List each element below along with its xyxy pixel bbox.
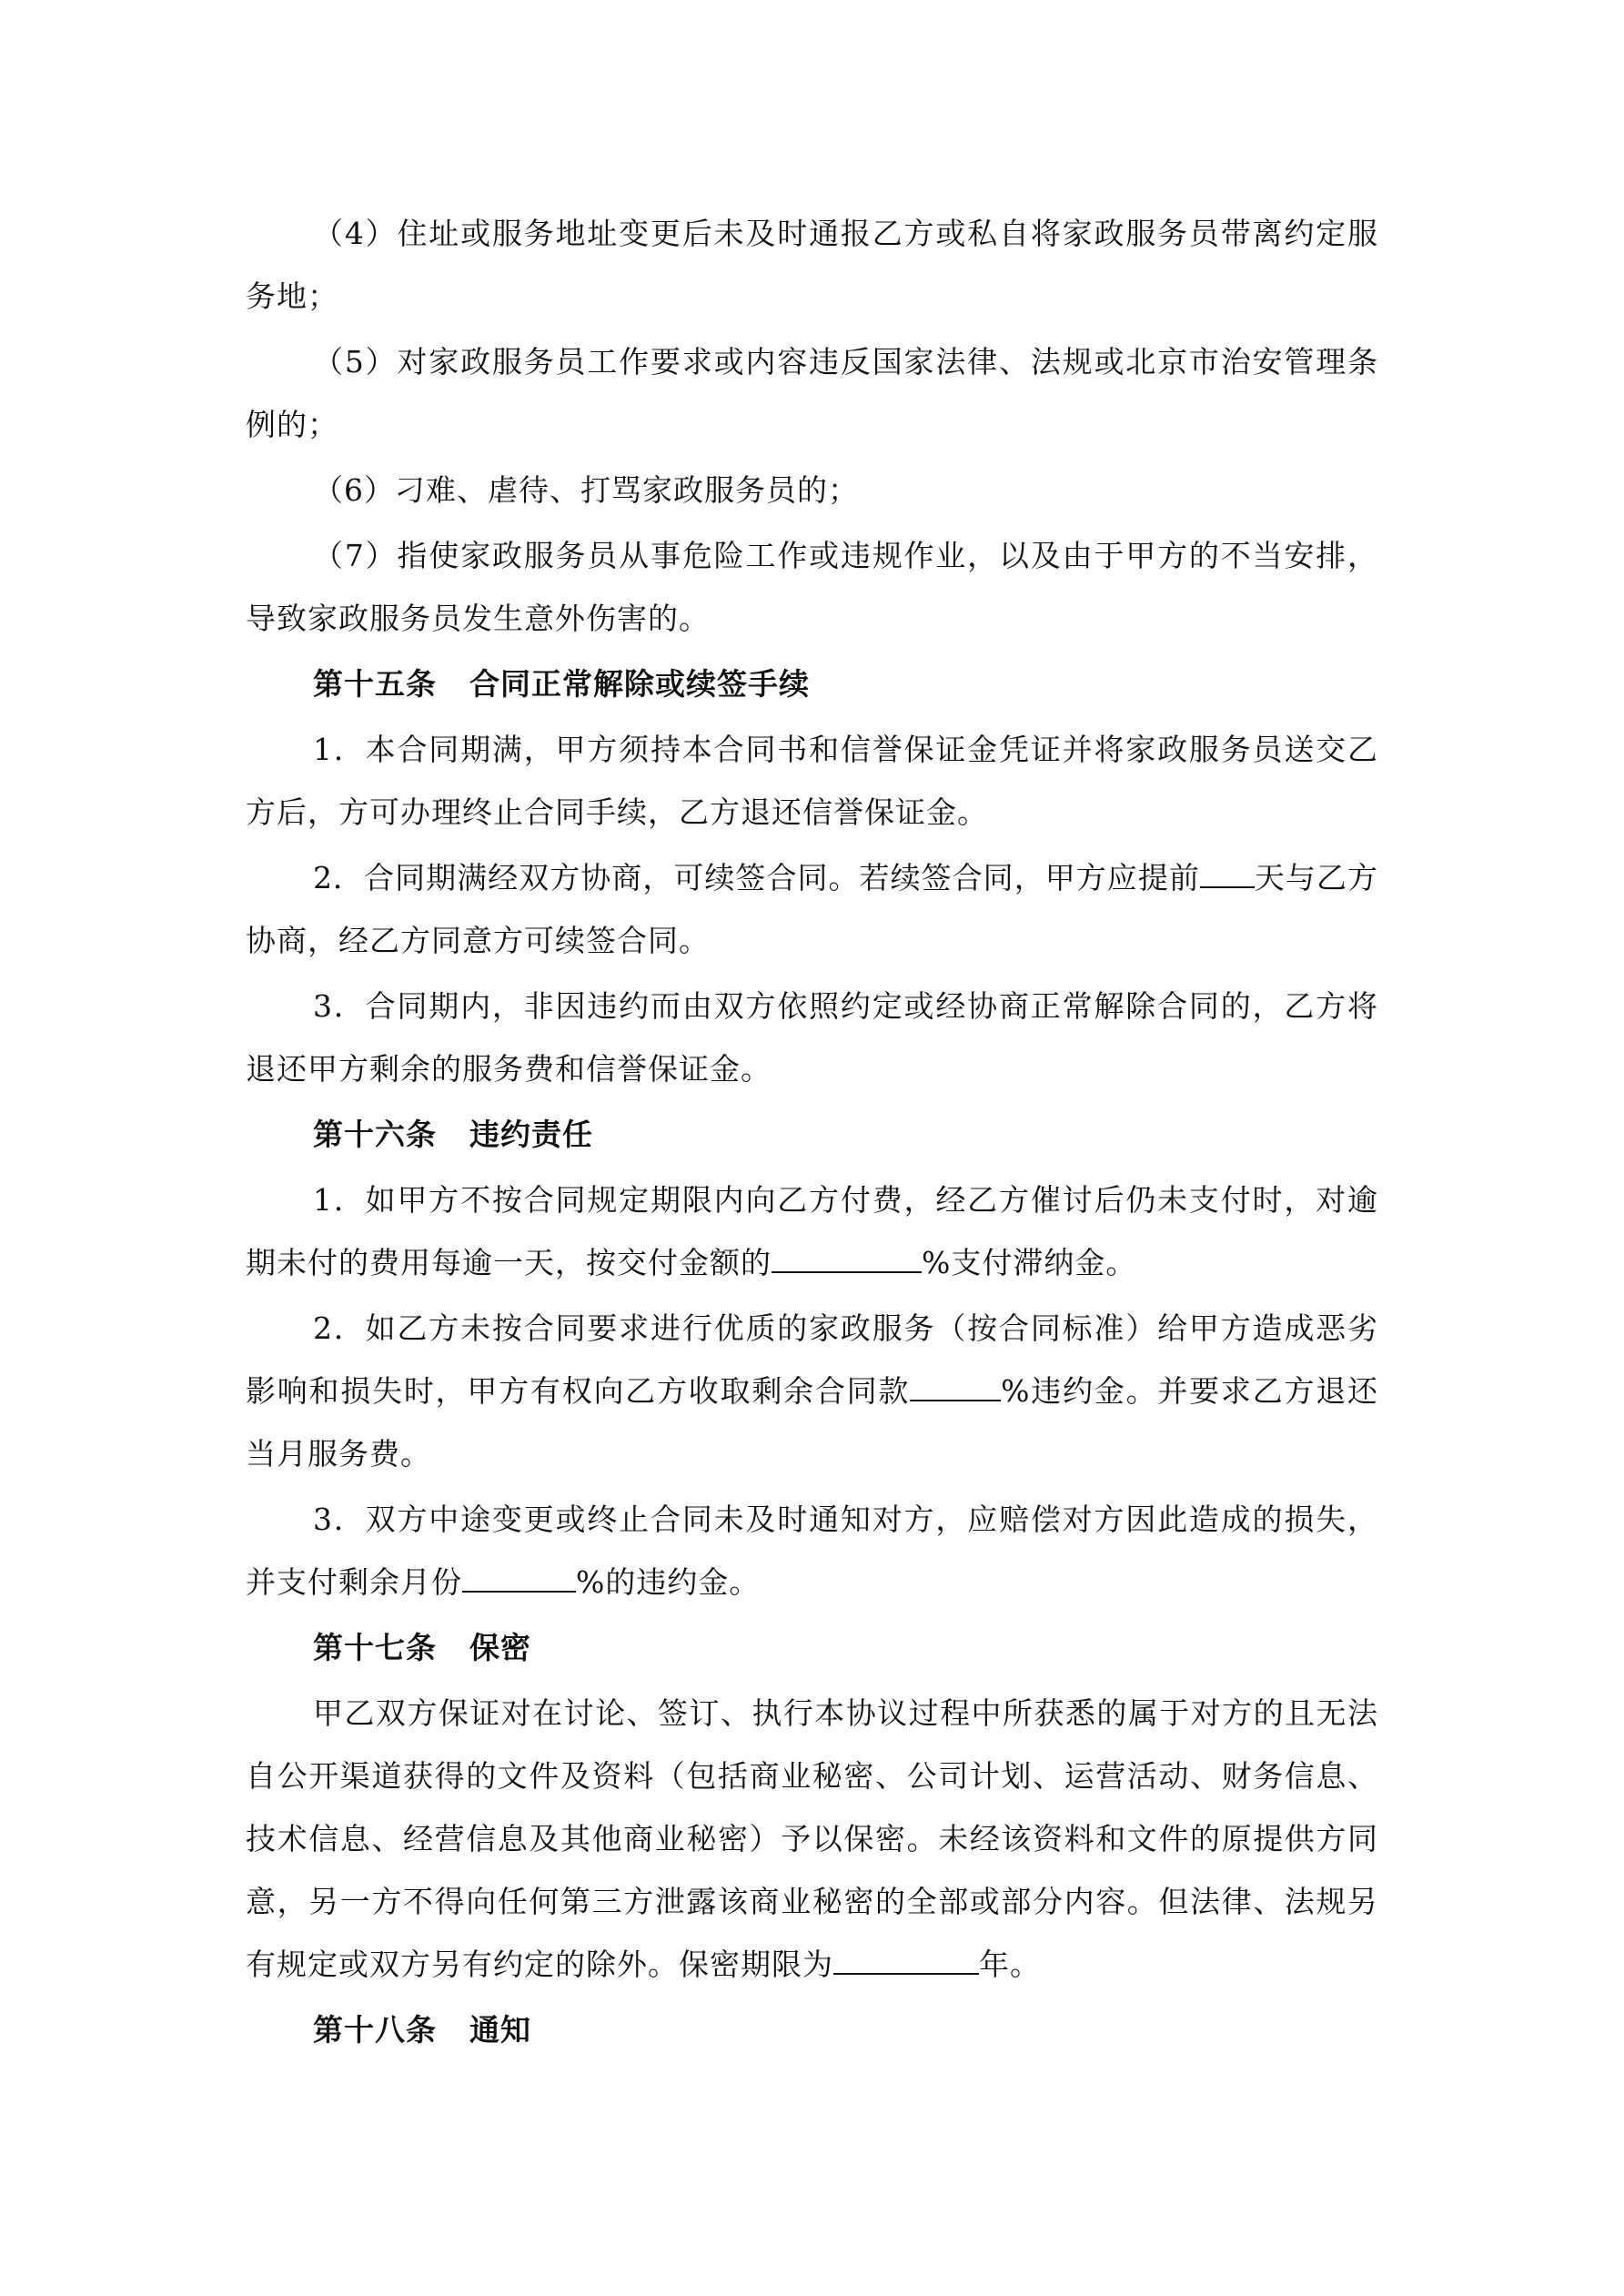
list-item-4: （4）住址或服务地址变更后未及时通报乙方或私自将家政服务员带离约定服务地；	[246, 216, 1378, 314]
article-16-clause-2-text-b: %违约金。并要求乙方退还当月服务费。	[246, 1373, 1378, 1472]
fill-blank-confidentiality-years[interactable]	[833, 1946, 979, 1975]
article-15-number: 第十五条	[313, 666, 437, 702]
article-16-clause-1-text-b: %支付滞纳金。	[922, 1245, 1137, 1280]
article-15-title: 合同正常解除或续签手续	[469, 666, 810, 702]
article-17-title: 保密	[469, 1630, 531, 1665]
article-16-clause-3-text-a: 3．双方中途变更或终止合同未及时通知对方，应赔偿对方因此造成的损失，并支付剩余月份	[246, 1502, 1378, 1600]
article-17-number: 第十七条	[313, 1630, 437, 1665]
list-item-6: （6）刁难、虐待、打骂家政服务员的；	[313, 472, 859, 508]
fill-blank-days[interactable]	[1200, 859, 1255, 888]
article-16-clause-2-text-a: 2．如乙方未按合同要求进行优质的家政服务（按合同标准）给甲方造成恶劣影响和损失时，甲方有权向乙方收取剩余合同款	[246, 1310, 1378, 1409]
article-15-clause-2-text-a: 2．合同期满经双方协商，可续签合同。若续签合同，甲方应提前	[313, 860, 1200, 895]
article-16-clause-1	[246, 1168, 1378, 1294]
article-16-clause-1-text-a: 1．如甲方不按合同规定期限内向乙方付费，经乙方催讨后仍未支付时，对逾期未付的费用每逾一天，按交付金额的	[246, 1182, 1378, 1280]
fill-blank-remaining-months-rate[interactable]	[462, 1563, 576, 1593]
article-15-clause-2	[246, 846, 1378, 972]
article-17-clause	[246, 1682, 1378, 1996]
article-15-clause-1: 1．本合同期满，甲方须持本合同书和信誉保证金凭证并将家政服务员送交乙方后，方可办理终止合同手续，乙方退还信誉保证金。	[246, 732, 1378, 830]
article-15-clause-3: 3．合同期内，非因违约而由双方依照约定或经协商正常解除合同的，乙方将退还甲方剩余的服务费和信誉保证金。	[246, 988, 1378, 1087]
article-15-clause-2-text-b: 天与乙方协商，经乙方同意方可续签合同。	[246, 860, 1378, 958]
article-18-title: 通知	[469, 2012, 531, 2048]
article-16-clause-3-text-b: %的违约金。	[576, 1564, 761, 1600]
article-16-clause-2	[246, 1297, 1378, 1485]
article-16-heading	[246, 1103, 1378, 1166]
list-item-5: （5）对家政服务员工作要求或内容违反国家法律、法规或北京市治安管理条例的；	[246, 344, 1378, 442]
fill-blank-late-fee-rate[interactable]	[772, 1244, 922, 1273]
article-17-clause-text-a: 甲乙双方保证对在讨论、签订、执行本协议过程中所获悉的属于对方的且无法自公开渠道获得的文件及资料（包括商业秘密、公司计划、运营活动、财务信息、技术信息、经营信息及其他商业秘密）予以保密。未经该资料和文件的原提供方同意，另一方不得向任何第三方泄露该商业秘密的全部或部分内容。但法律、法规另有规定或双方另有约定的除外。保密期限为	[246, 1695, 1378, 1982]
article-15-heading	[246, 652, 1378, 715]
article-16-clause-3	[246, 1488, 1378, 1613]
list-item-7: （7）指使家政服务员从事危险工作或违规作业，以及由于甲方的不当安排，导致家政服务员发生意外伤害的。	[246, 538, 1378, 636]
article-16-number: 第十六条	[313, 1117, 437, 1152]
article-16-title: 违约责任	[469, 1117, 593, 1152]
fill-blank-penalty-rate[interactable]	[910, 1372, 1001, 1401]
article-18-number: 第十八条	[313, 2012, 437, 2048]
article-17-heading	[246, 1616, 1378, 1679]
document-page	[246, 202, 1378, 2064]
article-18-heading	[246, 1998, 1378, 2061]
article-17-clause-text-b: 年。	[979, 1947, 1041, 1982]
